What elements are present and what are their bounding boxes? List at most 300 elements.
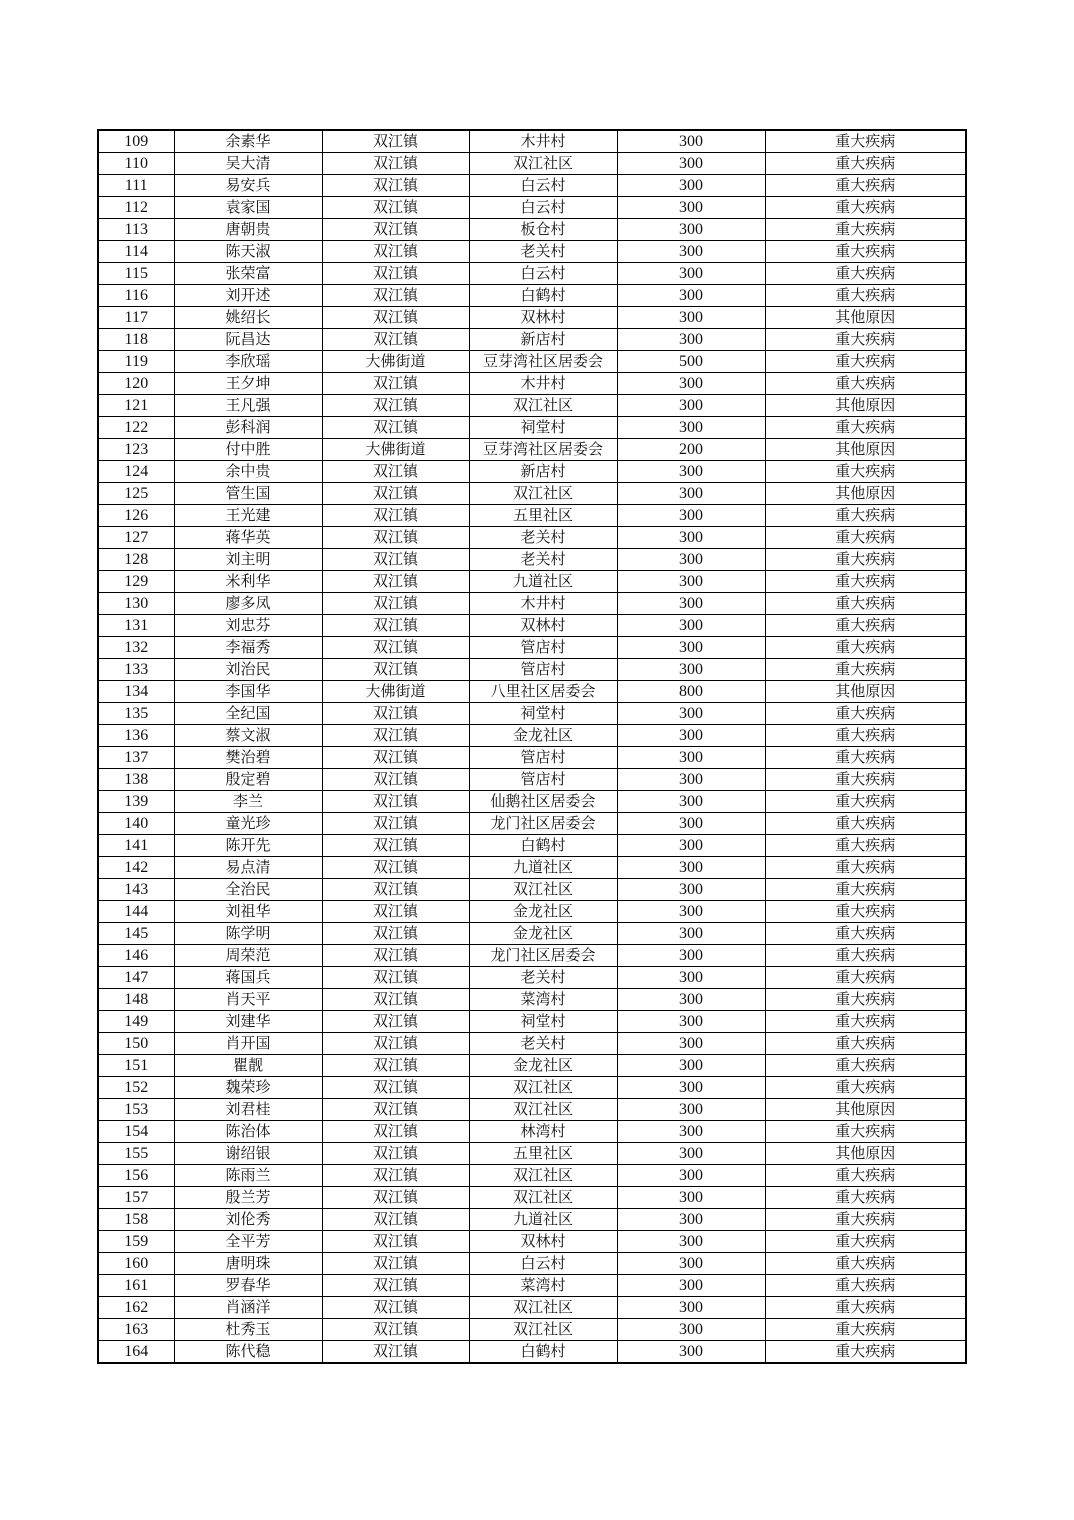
- name-cell: 王凡强: [174, 395, 322, 417]
- town-cell: 双江镇: [322, 219, 469, 241]
- name-cell: 廖多凤: [174, 593, 322, 615]
- town-cell: 双江镇: [322, 945, 469, 967]
- name-cell: 米利华: [174, 571, 322, 593]
- name-cell: 魏荣珍: [174, 1077, 322, 1099]
- table-row: [98, 241, 966, 263]
- town-cell: 双江镇: [322, 1209, 469, 1231]
- town-cell: 双江镇: [322, 285, 469, 307]
- amount-cell: 300: [617, 1143, 765, 1165]
- amount-cell: 300: [617, 835, 765, 857]
- village-cell: 管店村: [469, 637, 617, 659]
- name-cell: 刘治民: [174, 659, 322, 681]
- town-cell: 双江镇: [322, 835, 469, 857]
- table-row: [98, 197, 966, 219]
- row-number-cell: 146: [98, 945, 174, 967]
- name-cell: 杜秀玉: [174, 1319, 322, 1341]
- village-cell: 双林村: [469, 615, 617, 637]
- reason-cell: 重大疾病: [765, 130, 966, 153]
- village-cell: 老关村: [469, 549, 617, 571]
- name-cell: 瞿靓: [174, 1055, 322, 1077]
- village-cell: 祠堂村: [469, 703, 617, 725]
- name-cell: 樊治碧: [174, 747, 322, 769]
- village-cell: 祠堂村: [469, 1011, 617, 1033]
- village-cell: 双江社区: [469, 1297, 617, 1319]
- town-cell: 双江镇: [322, 1143, 469, 1165]
- reason-cell: 重大疾病: [765, 835, 966, 857]
- town-cell: 大佛街道: [322, 439, 469, 461]
- amount-cell: 300: [617, 241, 765, 263]
- row-number-cell: 123: [98, 439, 174, 461]
- name-cell: 陈学明: [174, 923, 322, 945]
- town-cell: 双江镇: [322, 593, 469, 615]
- name-cell: 陈天淑: [174, 241, 322, 263]
- name-cell: 刘开述: [174, 285, 322, 307]
- row-number-cell: 112: [98, 197, 174, 219]
- table-row: [98, 967, 966, 989]
- amount-cell: 300: [617, 1033, 765, 1055]
- village-cell: 白云村: [469, 1253, 617, 1275]
- reason-cell: 重大疾病: [765, 571, 966, 593]
- reason-cell: 重大疾病: [765, 461, 966, 483]
- amount-cell: 300: [617, 1209, 765, 1231]
- row-number-cell: 143: [98, 879, 174, 901]
- row-number-cell: 148: [98, 989, 174, 1011]
- reason-cell: 重大疾病: [765, 527, 966, 549]
- amount-cell: 300: [617, 659, 765, 681]
- row-number-cell: 138: [98, 769, 174, 791]
- town-cell: 双江镇: [322, 659, 469, 681]
- town-cell: 双江镇: [322, 1319, 469, 1341]
- name-cell: 全纪国: [174, 703, 322, 725]
- amount-cell: 300: [617, 901, 765, 923]
- amount-cell: 300: [617, 461, 765, 483]
- row-number-cell: 115: [98, 263, 174, 285]
- town-cell: 双江镇: [322, 1165, 469, 1187]
- amount-cell: 300: [617, 989, 765, 1011]
- town-cell: 双江镇: [322, 263, 469, 285]
- village-cell: 老关村: [469, 527, 617, 549]
- reason-cell: 重大疾病: [765, 1341, 966, 1364]
- town-cell: 双江镇: [322, 725, 469, 747]
- town-cell: 双江镇: [322, 1297, 469, 1319]
- name-cell: 袁家国: [174, 197, 322, 219]
- village-cell: 老关村: [469, 967, 617, 989]
- village-cell: 双江社区: [469, 1077, 617, 1099]
- row-number-cell: 122: [98, 417, 174, 439]
- reason-cell: 重大疾病: [765, 659, 966, 681]
- town-cell: 双江镇: [322, 571, 469, 593]
- name-cell: 王夕坤: [174, 373, 322, 395]
- town-cell: 双江镇: [322, 747, 469, 769]
- reason-cell: 重大疾病: [765, 263, 966, 285]
- reason-cell: 重大疾病: [765, 1209, 966, 1231]
- relief-table: [97, 129, 967, 1364]
- row-number-cell: 117: [98, 307, 174, 329]
- town-cell: 双江镇: [322, 417, 469, 439]
- table-row: [98, 373, 966, 395]
- reason-cell: 其他原因: [765, 483, 966, 505]
- name-cell: 陈开先: [174, 835, 322, 857]
- row-number-cell: 152: [98, 1077, 174, 1099]
- amount-cell: 200: [617, 439, 765, 461]
- reason-cell: 重大疾病: [765, 1275, 966, 1297]
- row-number-cell: 153: [98, 1099, 174, 1121]
- village-cell: 双江社区: [469, 879, 617, 901]
- amount-cell: 300: [617, 1231, 765, 1253]
- row-number-cell: 164: [98, 1341, 174, 1364]
- village-cell: 新店村: [469, 329, 617, 351]
- table-row: [98, 1231, 966, 1253]
- table-row: [98, 1253, 966, 1275]
- amount-cell: 300: [617, 549, 765, 571]
- town-cell: 双江镇: [322, 989, 469, 1011]
- town-cell: 双江镇: [322, 1341, 469, 1364]
- name-cell: 余素华: [174, 130, 322, 153]
- reason-cell: 重大疾病: [765, 351, 966, 373]
- amount-cell: 300: [617, 1319, 765, 1341]
- reason-cell: 重大疾病: [765, 637, 966, 659]
- town-cell: 双江镇: [322, 923, 469, 945]
- amount-cell: 300: [617, 571, 765, 593]
- amount-cell: 300: [617, 130, 765, 153]
- town-cell: 双江镇: [322, 1121, 469, 1143]
- amount-cell: 300: [617, 1099, 765, 1121]
- row-number-cell: 147: [98, 967, 174, 989]
- reason-cell: 重大疾病: [765, 1121, 966, 1143]
- amount-cell: 300: [617, 373, 765, 395]
- name-cell: 全治民: [174, 879, 322, 901]
- name-cell: 蒋华英: [174, 527, 322, 549]
- name-cell: 蒋国兵: [174, 967, 322, 989]
- table-row: [98, 1121, 966, 1143]
- village-cell: 木井村: [469, 593, 617, 615]
- name-cell: 吴大清: [174, 153, 322, 175]
- table-row: [98, 703, 966, 725]
- row-number-cell: 120: [98, 373, 174, 395]
- village-cell: 九道社区: [469, 571, 617, 593]
- reason-cell: 其他原因: [765, 395, 966, 417]
- table-row: [98, 329, 966, 351]
- name-cell: 陈治体: [174, 1121, 322, 1143]
- town-cell: 大佛街道: [322, 681, 469, 703]
- name-cell: 唐朝贵: [174, 219, 322, 241]
- reason-cell: 其他原因: [765, 1099, 966, 1121]
- reason-cell: 重大疾病: [765, 857, 966, 879]
- reason-cell: 重大疾病: [765, 1033, 966, 1055]
- row-number-cell: 111: [98, 175, 174, 197]
- row-number-cell: 142: [98, 857, 174, 879]
- row-number-cell: 125: [98, 483, 174, 505]
- town-cell: 双江镇: [322, 461, 469, 483]
- reason-cell: 重大疾病: [765, 879, 966, 901]
- row-number-cell: 126: [98, 505, 174, 527]
- table-row: [98, 175, 966, 197]
- reason-cell: 重大疾病: [765, 747, 966, 769]
- table-row: [98, 1033, 966, 1055]
- town-cell: 双江镇: [322, 241, 469, 263]
- amount-cell: 300: [617, 1253, 765, 1275]
- town-cell: 双江镇: [322, 813, 469, 835]
- reason-cell: 重大疾病: [765, 967, 966, 989]
- row-number-cell: 154: [98, 1121, 174, 1143]
- row-number-cell: 145: [98, 923, 174, 945]
- row-number-cell: 131: [98, 615, 174, 637]
- reason-cell: 重大疾病: [765, 923, 966, 945]
- town-cell: 双江镇: [322, 373, 469, 395]
- name-cell: 易点清: [174, 857, 322, 879]
- reason-cell: 重大疾病: [765, 153, 966, 175]
- village-cell: 五里社区: [469, 505, 617, 527]
- reason-cell: 其他原因: [765, 681, 966, 703]
- amount-cell: 300: [617, 857, 765, 879]
- reason-cell: 重大疾病: [765, 791, 966, 813]
- table-row: [98, 901, 966, 923]
- reason-cell: 重大疾病: [765, 1011, 966, 1033]
- village-cell: 龙门社区居委会: [469, 945, 617, 967]
- table-row: [98, 417, 966, 439]
- amount-cell: 300: [617, 1077, 765, 1099]
- name-cell: 童光珍: [174, 813, 322, 835]
- town-cell: 双江镇: [322, 1099, 469, 1121]
- village-cell: 金龙社区: [469, 1055, 617, 1077]
- table-row: [98, 1275, 966, 1297]
- row-number-cell: 140: [98, 813, 174, 835]
- table-row: [98, 263, 966, 285]
- name-cell: 付中胜: [174, 439, 322, 461]
- table-row: [98, 879, 966, 901]
- town-cell: 双江镇: [322, 1077, 469, 1099]
- town-cell: 双江镇: [322, 857, 469, 879]
- name-cell: 刘忠芬: [174, 615, 322, 637]
- amount-cell: 300: [617, 1121, 765, 1143]
- reason-cell: 重大疾病: [765, 241, 966, 263]
- village-cell: 白鹤村: [469, 1341, 617, 1364]
- village-cell: 双江社区: [469, 1165, 617, 1187]
- row-number-cell: 141: [98, 835, 174, 857]
- name-cell: 易安兵: [174, 175, 322, 197]
- amount-cell: 300: [617, 527, 765, 549]
- amount-cell: 300: [617, 417, 765, 439]
- row-number-cell: 127: [98, 527, 174, 549]
- amount-cell: 300: [617, 813, 765, 835]
- name-cell: 刘君桂: [174, 1099, 322, 1121]
- table-row: [98, 945, 966, 967]
- town-cell: 双江镇: [322, 1033, 469, 1055]
- row-number-cell: 144: [98, 901, 174, 923]
- amount-cell: 300: [617, 307, 765, 329]
- town-cell: 大佛街道: [322, 351, 469, 373]
- name-cell: 管生国: [174, 483, 322, 505]
- amount-cell: 300: [617, 703, 765, 725]
- name-cell: 王光建: [174, 505, 322, 527]
- row-number-cell: 113: [98, 219, 174, 241]
- table-row: [98, 1297, 966, 1319]
- reason-cell: 重大疾病: [765, 813, 966, 835]
- amount-cell: 300: [617, 329, 765, 351]
- reason-cell: 其他原因: [765, 1143, 966, 1165]
- village-cell: 双林村: [469, 307, 617, 329]
- village-cell: 九道社区: [469, 857, 617, 879]
- name-cell: 彭科润: [174, 417, 322, 439]
- town-cell: 双江镇: [322, 153, 469, 175]
- town-cell: 双江镇: [322, 197, 469, 219]
- reason-cell: 重大疾病: [765, 197, 966, 219]
- town-cell: 双江镇: [322, 130, 469, 153]
- village-cell: 管店村: [469, 659, 617, 681]
- row-number-cell: 116: [98, 285, 174, 307]
- name-cell: 殷定碧: [174, 769, 322, 791]
- row-number-cell: 136: [98, 725, 174, 747]
- amount-cell: 300: [617, 1055, 765, 1077]
- row-number-cell: 161: [98, 1275, 174, 1297]
- row-number-cell: 137: [98, 747, 174, 769]
- amount-cell: 300: [617, 637, 765, 659]
- row-number-cell: 130: [98, 593, 174, 615]
- reason-cell: 重大疾病: [765, 285, 966, 307]
- village-cell: 板仓村: [469, 219, 617, 241]
- table-row: [98, 1099, 966, 1121]
- village-cell: 五里社区: [469, 1143, 617, 1165]
- reason-cell: 重大疾病: [765, 1055, 966, 1077]
- amount-cell: 500: [617, 351, 765, 373]
- table-row: [98, 615, 966, 637]
- town-cell: 双江镇: [322, 703, 469, 725]
- village-cell: 祠堂村: [469, 417, 617, 439]
- table-row: [98, 813, 966, 835]
- row-number-cell: 119: [98, 351, 174, 373]
- town-cell: 双江镇: [322, 637, 469, 659]
- name-cell: 张荣富: [174, 263, 322, 285]
- table-row: [98, 461, 966, 483]
- village-cell: 老关村: [469, 1033, 617, 1055]
- table-row: [98, 527, 966, 549]
- amount-cell: 800: [617, 681, 765, 703]
- name-cell: 李福秀: [174, 637, 322, 659]
- amount-cell: 300: [617, 153, 765, 175]
- table-row: [98, 571, 966, 593]
- name-cell: 陈雨兰: [174, 1165, 322, 1187]
- name-cell: 余中贵: [174, 461, 322, 483]
- reason-cell: 其他原因: [765, 307, 966, 329]
- row-number-cell: 128: [98, 549, 174, 571]
- village-cell: 豆芽湾社区居委会: [469, 351, 617, 373]
- name-cell: 李国华: [174, 681, 322, 703]
- table-row: [98, 1209, 966, 1231]
- town-cell: 双江镇: [322, 395, 469, 417]
- village-cell: 九道社区: [469, 1209, 617, 1231]
- village-cell: 双江社区: [469, 1099, 617, 1121]
- row-number-cell: 149: [98, 1011, 174, 1033]
- reason-cell: 重大疾病: [765, 1253, 966, 1275]
- town-cell: 双江镇: [322, 769, 469, 791]
- reason-cell: 重大疾病: [765, 1319, 966, 1341]
- village-cell: 老关村: [469, 241, 617, 263]
- town-cell: 双江镇: [322, 1253, 469, 1275]
- town-cell: 双江镇: [322, 329, 469, 351]
- row-number-cell: 118: [98, 329, 174, 351]
- table-row: [98, 285, 966, 307]
- name-cell: 肖开国: [174, 1033, 322, 1055]
- amount-cell: 300: [617, 791, 765, 813]
- town-cell: 双江镇: [322, 967, 469, 989]
- name-cell: 谢绍银: [174, 1143, 322, 1165]
- town-cell: 双江镇: [322, 483, 469, 505]
- village-cell: 木井村: [469, 130, 617, 153]
- amount-cell: 300: [617, 1297, 765, 1319]
- name-cell: 唐明珠: [174, 1253, 322, 1275]
- row-number-cell: 134: [98, 681, 174, 703]
- table-row: [98, 989, 966, 1011]
- name-cell: 刘主明: [174, 549, 322, 571]
- village-cell: 白云村: [469, 197, 617, 219]
- village-cell: 双江社区: [469, 483, 617, 505]
- village-cell: 金龙社区: [469, 725, 617, 747]
- village-cell: 双江社区: [469, 1319, 617, 1341]
- table-row: [98, 791, 966, 813]
- row-number-cell: 150: [98, 1033, 174, 1055]
- village-cell: 金龙社区: [469, 901, 617, 923]
- amount-cell: 300: [617, 769, 765, 791]
- reason-cell: 重大疾病: [765, 703, 966, 725]
- reason-cell: 重大疾病: [765, 329, 966, 351]
- table-row: [98, 769, 966, 791]
- row-number-cell: 151: [98, 1055, 174, 1077]
- reason-cell: 重大疾病: [765, 417, 966, 439]
- table-row: [98, 835, 966, 857]
- table-row: [98, 747, 966, 769]
- village-cell: 白鹤村: [469, 285, 617, 307]
- town-cell: 双江镇: [322, 879, 469, 901]
- amount-cell: 300: [617, 725, 765, 747]
- row-number-cell: 156: [98, 1165, 174, 1187]
- table-row: [98, 725, 966, 747]
- village-cell: 木井村: [469, 373, 617, 395]
- reason-cell: 重大疾病: [765, 505, 966, 527]
- town-cell: 双江镇: [322, 1275, 469, 1297]
- name-cell: 刘伦秀: [174, 1209, 322, 1231]
- amount-cell: 300: [617, 1187, 765, 1209]
- reason-cell: 重大疾病: [765, 615, 966, 637]
- table-row: [98, 1143, 966, 1165]
- table-row: [98, 351, 966, 373]
- town-cell: 双江镇: [322, 791, 469, 813]
- name-cell: 肖天平: [174, 989, 322, 1011]
- row-number-cell: 132: [98, 637, 174, 659]
- amount-cell: 300: [617, 505, 765, 527]
- village-cell: 双江社区: [469, 395, 617, 417]
- name-cell: 周荣范: [174, 945, 322, 967]
- table-row: [98, 439, 966, 461]
- town-cell: 双江镇: [322, 1231, 469, 1253]
- table-row: [98, 593, 966, 615]
- row-number-cell: 109: [98, 130, 174, 153]
- row-number-cell: 163: [98, 1319, 174, 1341]
- village-cell: 管店村: [469, 747, 617, 769]
- reason-cell: 重大疾病: [765, 219, 966, 241]
- row-number-cell: 121: [98, 395, 174, 417]
- reason-cell: 重大疾病: [765, 989, 966, 1011]
- table-row: [98, 1077, 966, 1099]
- village-cell: 白鹤村: [469, 835, 617, 857]
- table-row: [98, 505, 966, 527]
- amount-cell: 300: [617, 967, 765, 989]
- amount-cell: 300: [617, 945, 765, 967]
- row-number-cell: 162: [98, 1297, 174, 1319]
- reason-cell: 重大疾病: [765, 725, 966, 747]
- town-cell: 双江镇: [322, 1011, 469, 1033]
- table-body: [98, 130, 966, 1363]
- amount-cell: 300: [617, 395, 765, 417]
